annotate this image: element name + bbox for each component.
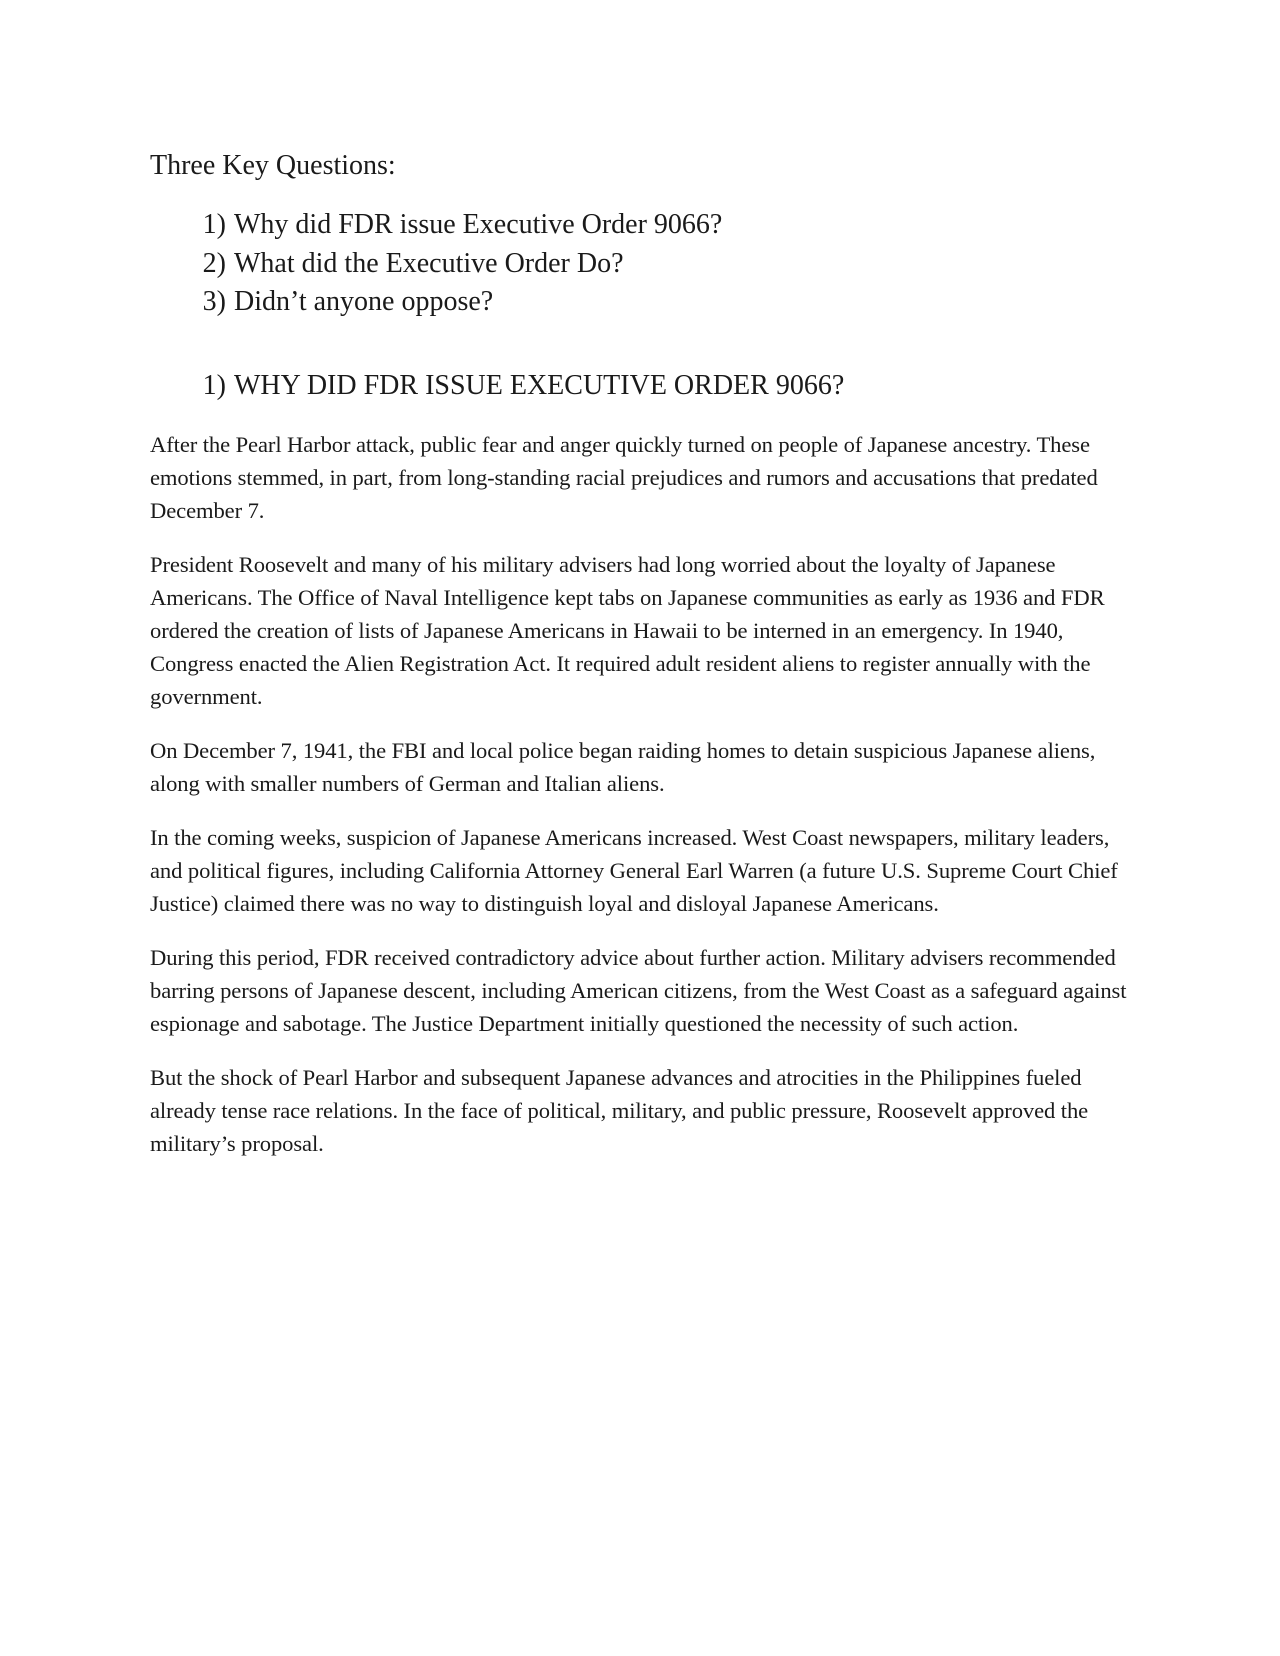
- paragraph: But the shock of Pearl Harbor and subsequent Japanese advances and atrocities in the Philippines fueled already tense race relations. In the face of political, military, and public pressure, Roosevelt approved the military’s proposal.: [150, 1065, 1089, 1156]
- body-text: [150, 428, 1140, 1181]
- section-heading: [150, 368, 844, 404]
- list-item-number: 2): [202, 247, 226, 279]
- section-number: 1): [202, 370, 226, 401]
- list-item: [150, 283, 722, 322]
- key-questions-list: [150, 206, 722, 322]
- list-item: [150, 245, 722, 284]
- list-item: [150, 206, 722, 245]
- paragraph: During this period, FDR received contradictory advice about further action. Military advisers recommended barring persons of Japanese descent, including American citizens, from the West Coast as a safeguard against espionage and sabotage. The Justice Department initially questioned the necessity of such action.: [150, 945, 1127, 1036]
- paragraph: On December 7, 1941, the FBI and local police began raiding homes to detain suspicious Japanese aliens, along with smaller numbers of German and Italian aliens.: [150, 738, 1096, 796]
- page-heading: Three Key Questions:: [150, 150, 396, 181]
- paragraph: After the Pearl Harbor attack, public fear and anger quickly turned on people of Japanese ancestry. These emotions stemmed, in part, from long-standing racial prejudices and rumors and accusations that predated December 7.: [150, 432, 1098, 523]
- paragraph: In the coming weeks, suspicion of Japanese Americans increased. West Coast newspapers, military leaders, and political figures, including California Attorney General Earl Warren (a future U.S. Supreme Court Chief Justice) claimed there was no way to distinguish loyal and disloyal Japanese Americans.: [150, 825, 1118, 916]
- list-item-number: 1): [202, 209, 226, 240]
- paragraph: President Roosevelt and many of his military advisers had long worried about the loyalty of Japanese Americans. The Office of Naval Intelligence kept tabs on Japanese communities as early as 1936 and FDR ordered the creation of lists of Japanese Americans in Hawaii to be interned in an emergency. In 1940, Congress enacted the Alien Registration Act. It required adult resident aliens to register annually with the government.: [150, 552, 1105, 709]
- list-item-text: Didn’t anyone oppose?: [234, 286, 494, 317]
- list-item-number: 3): [202, 286, 226, 317]
- list-item-text: What did the Executive Order Do?: [234, 247, 624, 279]
- list-item-text: Why did FDR issue Executive Order 9066?: [234, 209, 723, 240]
- section-title: WHY DID FDR ISSUE EXECUTIVE ORDER 9066?: [234, 370, 845, 401]
